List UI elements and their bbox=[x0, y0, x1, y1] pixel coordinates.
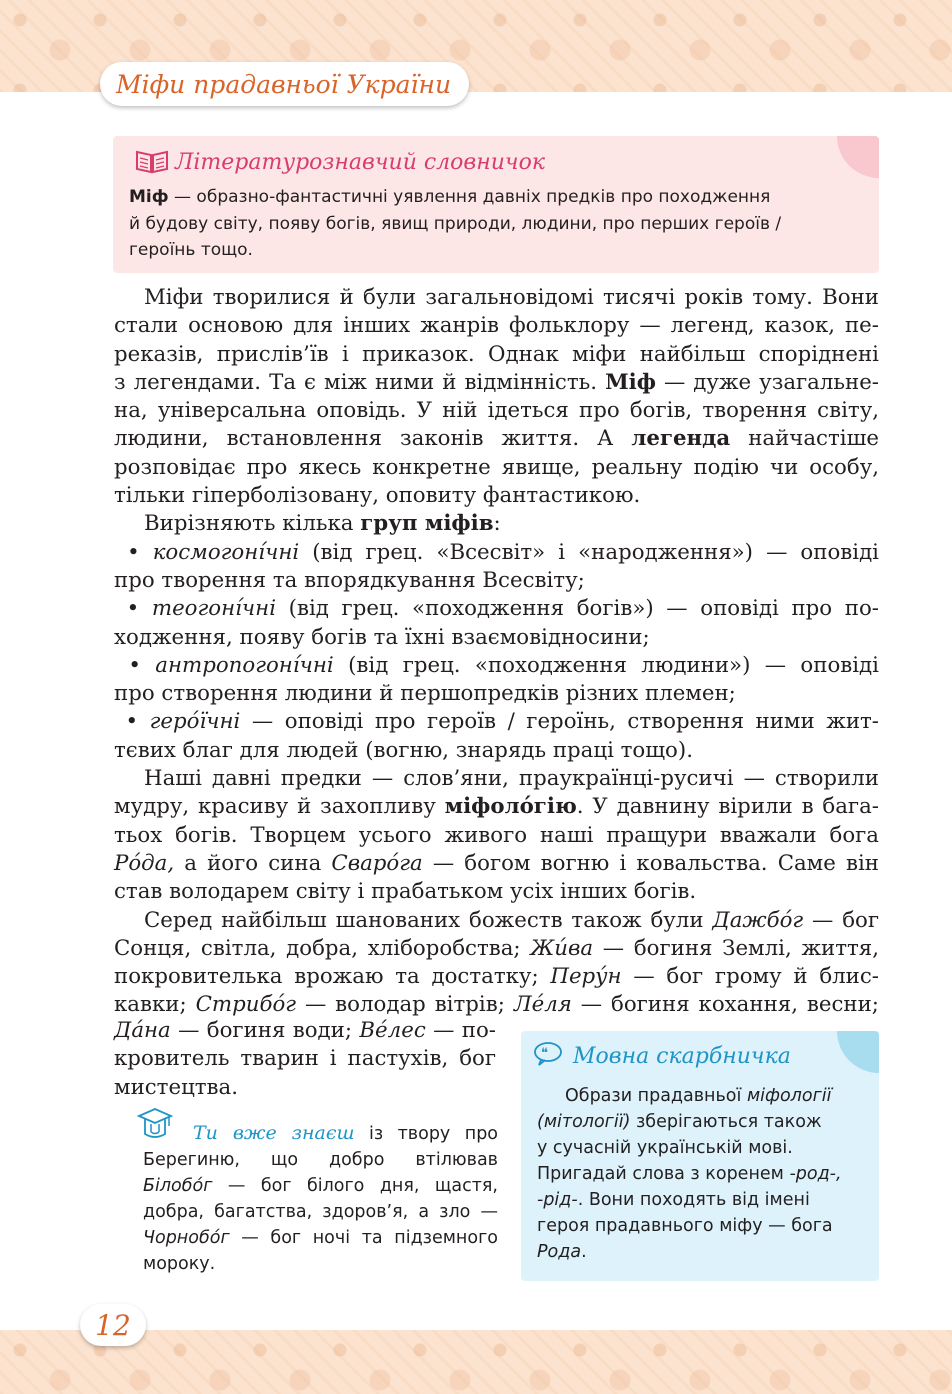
text-line: розповідає про якесь конкретне явище, реальну подію чи особу, bbox=[114, 454, 879, 480]
bullet-item-cont: про створення людини й першопредків різних племен; bbox=[114, 681, 736, 707]
you-already-know-note: Ти вже знаєш із твору про Берегиню, що добро втілював Білобо́г — бог білого дня, щастя, добра, багатства, здоров’я, а зло — Чорнобо́г — бог ночі та підземного мороку. bbox=[143, 1120, 498, 1277]
text-line: реказів, прислів’їв і приказок. Однак міфи найбільш споріднені bbox=[114, 341, 879, 367]
bullet-item: • антропогоні́чні (від грец. «походження людини») — оповіді bbox=[114, 652, 879, 678]
dictionary-header bbox=[135, 146, 545, 178]
language-treasury-box bbox=[521, 1031, 879, 1281]
definition-text: й будову світу, появу богів, явищ природи, людини, про перших героїв / bbox=[129, 213, 782, 234]
you-already-know-lead: Ти вже знаєш bbox=[193, 1122, 355, 1144]
page-number: 12 bbox=[95, 1308, 131, 1342]
bullet-item: • теогоні́чні (від грец. «походження богів») — оповіді про по- bbox=[114, 596, 879, 622]
quote-icon bbox=[533, 1041, 563, 1071]
text-line: Сонця, світла, добра, хліборобства; Жи́ва — богиня Землі, життя, bbox=[114, 935, 880, 961]
text-line: тьох богів. Творцем усього живого наші пращури вважали бога bbox=[114, 822, 879, 848]
text-line: мистецтва. bbox=[114, 1074, 239, 1100]
bullet-item-cont: ходження, появу богів та їхні взаємовідносини; bbox=[114, 624, 650, 650]
text-line: став володарем світу і прабатьком усіх інших богів. bbox=[114, 879, 697, 905]
text-line: з легендами. Та є між ними й відмінність. Міф — дуже узагальне- bbox=[114, 369, 879, 395]
bullet-item-cont: про творення та впорядкування Всесвіту; bbox=[114, 567, 585, 593]
text-line: кровитель тварин і пастухів, бог bbox=[114, 1046, 496, 1072]
groups-intro: Вирізняють кілька груп міфів: bbox=[144, 511, 501, 537]
language-treasury-header bbox=[533, 1041, 791, 1071]
bullet-item: • космогоні́чні (від грец. «Всесвіт» і «народження») — оповіді bbox=[114, 539, 879, 565]
bullet-item-cont: тєвих благ для людей (вогню, знарядь праці тощо). bbox=[114, 737, 693, 763]
text-line: Да́на — богиня води; Ве́лес — по- bbox=[114, 1018, 496, 1043]
text-line: на, універсальна оповідь. У ній ідеться про богів, творення світу, bbox=[114, 398, 879, 424]
chapter-title: Міфи прадавньої України bbox=[116, 69, 452, 99]
definition-term: Міф bbox=[129, 187, 169, 207]
corner-decoration bbox=[837, 136, 879, 178]
text-line: кавки; Стрибо́г — володар вітрів; Ле́ля — богиня кохання, весни; bbox=[114, 992, 879, 1018]
graduation-cap-icon bbox=[137, 1106, 173, 1150]
definition-text: героїнь тощо. bbox=[129, 240, 253, 260]
svg-text:❝: ❝ bbox=[541, 1046, 548, 1061]
text-line: тільки гіперболізовану, оповиту фантастикою. bbox=[114, 483, 641, 509]
chapter-title-pill bbox=[100, 62, 469, 106]
text-line: покровителька врожаю та достатку; Перу́н — бог грому й блис- bbox=[114, 964, 879, 990]
book-icon bbox=[135, 146, 169, 178]
bullet-item: • геро́їчні — оповіді про героїв / героїнь, створення ними жит- bbox=[114, 709, 879, 735]
dictionary-definition bbox=[129, 184, 869, 264]
dictionary-title: Літературознавчий словничок bbox=[175, 149, 545, 175]
literary-dictionary-box bbox=[113, 136, 879, 273]
bottom-ornament-band bbox=[0, 1330, 952, 1394]
definition-text: — образно-фантастичні уявлення давніх предків про походження bbox=[168, 187, 771, 207]
text-line: стали основою для інших жанрів фольклору — легенд, казок, пе- bbox=[114, 313, 879, 339]
text-line: Наші давні предки — слов’яни, праукраїнці-русичі — створили bbox=[144, 766, 879, 792]
corner-decoration bbox=[837, 1031, 879, 1073]
text-line: Серед найбільш шанованих божеств також були Дажбо́г — бог bbox=[144, 907, 879, 933]
text-line: людини, встановлення законів життя. А легенда найчастіше bbox=[114, 426, 879, 452]
text-line: Міфи творилися й були загальновідомі тисячі років тому. Вони bbox=[144, 285, 879, 310]
language-treasury-title: Мовна скарбничка bbox=[573, 1043, 791, 1069]
main-text bbox=[114, 284, 879, 1020]
text-line: Ро́да, а його сина Сваро́га — богом вогню і ковальства. Саме він bbox=[114, 850, 879, 876]
text-line: мудру, красиву й захопливу міфоло́гію. У давнину вірили в бага- bbox=[114, 794, 879, 820]
page-number-pill bbox=[80, 1304, 146, 1346]
main-text-narrow bbox=[114, 1017, 496, 1102]
language-treasury-text: Образи прадавньої міфології (мітології) зберігаються також у сучасній українській мові. Пригадай слова з коренем -род-, -рід-. Вони походять від імені героя прадавнього міфу — бога Рода. bbox=[537, 1086, 842, 1262]
